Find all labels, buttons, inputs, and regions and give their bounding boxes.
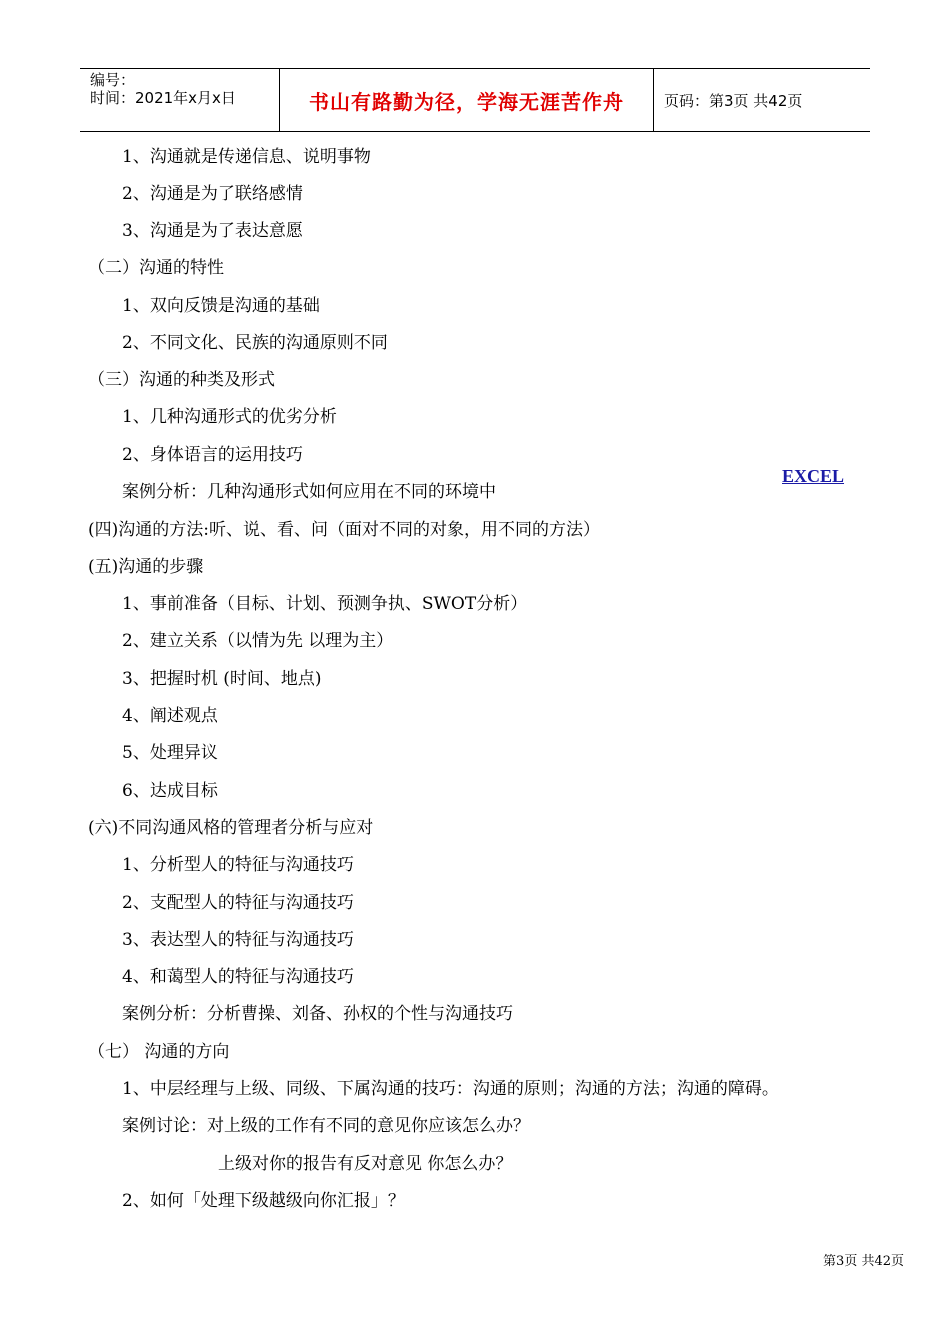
text-line: 2、如何「处理下级越级向你汇报」？: [122, 1191, 405, 1211]
text-line: 1、沟通就是传递信息、说明事物: [122, 147, 371, 167]
text-line: 案例分析：几种沟通形式如何应用在不同的环境中: [122, 482, 496, 502]
text-line: 1、分析型人的特征与沟通技巧: [122, 855, 354, 875]
motto: 书山有路勤为径，学海无涯苦作舟: [309, 89, 624, 114]
excel-link[interactable]: EXCEL: [782, 466, 845, 486]
text-line: 上级对你的报告有反对意见 你怎么办？: [218, 1154, 513, 1174]
text-line: 5、处理异议: [122, 743, 218, 763]
text-line: (四)沟通的方法:听、说、看、问（面对不同的对象，用不同的方法）: [88, 520, 600, 540]
text-line: 案例分析：分析曹操、刘备、孙权的个性与沟通技巧: [122, 1004, 513, 1024]
text-line: 案例讨论：对上级的工作有不同的意见你应该怎么办？: [122, 1116, 530, 1136]
text-line: 1、中层经理与上级、同级、下属沟通的技巧：沟通的原则；沟通的方法；沟通的障碍。: [122, 1079, 779, 1099]
serial-label: 编号：: [90, 71, 136, 89]
text-line: （二）沟通的特性: [88, 258, 224, 278]
text-line: (五)沟通的步骤: [88, 557, 204, 577]
text-line: 4、和蔼型人的特征与沟通技巧: [122, 967, 354, 987]
header-motto-cell: [280, 69, 654, 131]
text-line: 2、身体语言的运用技巧: [122, 445, 303, 465]
text-line: 1、双向反馈是沟通的基础: [122, 296, 320, 316]
text-line: 3、沟通是为了表达意愿: [122, 221, 303, 241]
time-label: 时间：2021年x月x日: [90, 89, 236, 107]
text-line: 2、不同文化、民族的沟通原则不同: [122, 333, 388, 353]
text-line: 1、事前准备（目标、计划、预测争执、SWOT分析）: [122, 594, 528, 614]
header-meta: [80, 69, 280, 131]
text-line: 4、阐述观点: [122, 706, 218, 726]
text-line: 6、达成目标: [122, 781, 218, 801]
text-line: (六)不同沟通风格的管理者分析与应对: [88, 818, 374, 838]
text-line: （七） 沟通的方向: [88, 1042, 230, 1062]
text-line: 2、支配型人的特征与沟通技巧: [122, 893, 354, 913]
header-page-info: 页码：第3页 共42页: [664, 91, 803, 110]
page-header: [80, 68, 870, 132]
text-line: （三）沟通的种类及形式: [88, 370, 275, 390]
text-line: 2、建立关系（以情为先 以理为主）: [122, 631, 394, 651]
text-line: 1、几种沟通形式的优劣分析: [122, 407, 337, 427]
text-line: 2、沟通是为了联络感情: [122, 184, 303, 204]
text-line: 3、把握时机 (时间、地点): [122, 669, 322, 689]
text-line: 3、表达型人的特征与沟通技巧: [122, 930, 354, 950]
footer-page-number: 第3页 共42页: [823, 1254, 904, 1269]
